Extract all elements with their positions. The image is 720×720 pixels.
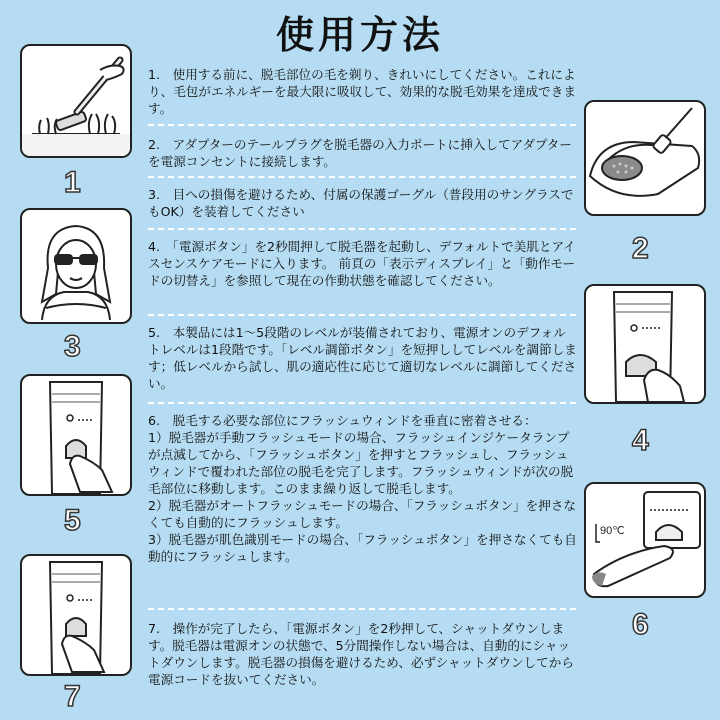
figure-flash-window (584, 482, 706, 598)
figure-goggles (20, 208, 132, 324)
figure-number-1: 1 (64, 166, 81, 199)
figure-number-7: 7 (64, 680, 81, 713)
step-5 (148, 324, 578, 392)
divider (148, 314, 576, 316)
figure-device-power (20, 374, 132, 496)
step-7 (148, 620, 578, 688)
step-2-text: 2. アダプターのテールプラグを脱毛器の入力ポートに挿入してアダプターを電源コンセントに接続します。 (148, 137, 572, 169)
step-2 (148, 136, 578, 170)
divider (148, 228, 576, 230)
step-6-text: 6. 脱毛する必要な部位にフラッシュウィンドを垂直に密着させる： 1）脱毛器が手動フラッシュモードの場合、フラッシュインジケータランプが点滅してから、「フラッシュボタン」を押すとフラッシュし、フラッシュウィンドで覆われた部位の脱毛を完了します。フラッシュウィンドが次の脱毛部位に移動します。このまま繰り返して脱毛します。 2）脱毛器がオートフラッシュモードの場合、「フラッシュボタン」を押さなくても自動的にフラッシュします。 3）脱毛器が肌色識別モードの場合、「フラッシュボタン」を押さなくても自動的にフラッシュします。 (148, 413, 577, 564)
figure-number-5: 5 (64, 504, 81, 537)
figure-number-2: 2 (632, 232, 649, 265)
step-3 (148, 186, 578, 220)
page-title: 使用方法 (275, 13, 444, 57)
temperature-label: 90℃ (600, 525, 625, 537)
figure-shaving (20, 44, 132, 158)
step-4 (148, 238, 578, 289)
figure-number-4: 4 (632, 424, 649, 457)
divider (148, 176, 576, 178)
step-1-text: 1. 使用する前に、脱毛部位の毛を剃り、きれいにしてください。これにより、毛包がエネルギーを最大限に吸収して、効果的な脱毛効果を達成できます。 (148, 67, 576, 116)
figure-number-3: 3 (64, 330, 81, 363)
divider (148, 402, 576, 404)
step-7-text: 7. 操作が完了したら、「電源ボタン」を2秒押して、シャットダウンします。脱毛器は電源オンの状態で、5分間操作しない場合は、自動的にシャットダウンします。脱毛器の損傷を避けるため、必ずシャットダウンしてから電源コードを抜いてください。 (148, 621, 574, 687)
figure-power-button (584, 284, 706, 404)
step-5-text: 5. 本製品には1～5段階のレベルが装備されており、電源オンのデフォルトレベルは1段階です。「レベル調節ボタン」を短押ししてレベルを調節します；低レベルから試し、肌の適応性に応じて適切なレベルに調節してください。 (148, 325, 577, 391)
figure-adapter-plug (584, 100, 706, 216)
step-6 (148, 412, 578, 565)
divider (148, 608, 576, 610)
step-4-text: 4. 「電源ボタン」を2秒間押して脱毛器を起動し、デフォルトで美肌とアイスセンスケアモードに入ります。 前頁の「表示ディスプレイ」と「動作モードの切替え」を参照して現在の作動状態を確認してください。 (148, 239, 576, 288)
figure-device-off (20, 554, 132, 676)
figure-number-6: 6 (632, 608, 649, 641)
step-3-text: 3. 目への損傷を避けるため、付属の保護ゴーグル（普段用のサングラスでもOK）を装着してください (148, 187, 574, 219)
step-1 (148, 66, 578, 117)
divider (148, 124, 576, 126)
